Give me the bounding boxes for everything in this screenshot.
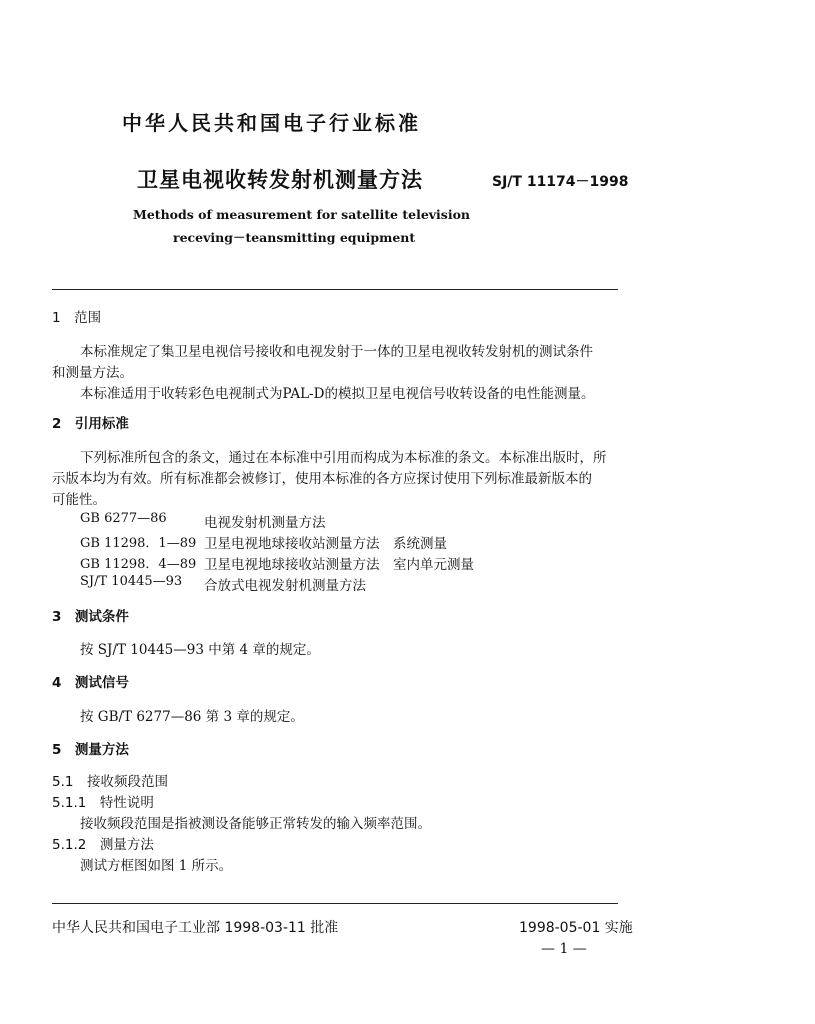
section-2-heading: 2 引用标准 — [52, 416, 129, 432]
standard-category: 中华人民共和国电子行业标准 — [122, 111, 421, 135]
section-2-para-line-3: 可能性。 — [52, 492, 106, 508]
page-number: — 1 — — [541, 941, 587, 957]
subsection-5-1-1-heading: 5.1.1 特性说明 — [52, 795, 154, 811]
subsection-5-1-heading: 5.1 接收频段范围 — [52, 774, 168, 790]
section-2-para-line-1: 下列标准所包含的条文，通过在本标准中引用而构成为本标准的条文。本标准出版时，所 — [80, 450, 607, 466]
subsection-5-1-2-heading: 5.1.2 测量方法 — [52, 837, 154, 853]
standard-code: SJ/T 11174－1998 — [492, 174, 629, 190]
section-4-heading: 4 测试信号 — [52, 675, 129, 691]
reference-code: GB 11298．4—89 — [80, 557, 197, 572]
reference-name: 卫星电视地球接收站测量方法 系统测量 — [204, 536, 447, 552]
reference-name: 合放式电视发射机测量方法 — [204, 578, 366, 594]
effective-date: 1998-05-01 实施 — [519, 920, 633, 936]
section-1-heading: 1 范围 — [52, 310, 102, 326]
english-title-line-2: receving－teansmitting equipment — [173, 230, 416, 245]
subsection-5-1-1-text: 接收频段范围是指被测设备能够正常转发的输入频率范围。 — [80, 816, 431, 832]
section-3-para: 按 SJ/T 10445—93 中第 4 章的规定。 — [80, 642, 320, 658]
reference-code: GB 6277—86 — [80, 511, 167, 526]
footer-divider — [52, 903, 618, 904]
section-1-para-1-line-2: 和测量方法。 — [52, 365, 133, 381]
section-1-para-1-line-1: 本标准规定了集卫星电视信号接收和电视发射于一体的卫星电视收转发射机的测试条件 — [80, 344, 593, 360]
reference-code: GB 11298．1—89 — [80, 536, 197, 551]
english-title-line-1: Methods of measurement for satellite television — [133, 207, 471, 222]
section-4-para: 按 GB/T 6277—86 第 3 章的规定。 — [80, 709, 304, 725]
reference-name: 电视发射机测量方法 — [204, 515, 326, 531]
reference-code: SJ/T 10445—93 — [80, 574, 183, 589]
section-2-para-line-2: 示版本均为有效。所有标准都会被修订，使用本标准的各方应探讨使用下列标准最新版本的 — [52, 471, 592, 487]
subsection-5-1-2-text: 测试方框图如图 1 所示。 — [80, 858, 233, 874]
header-divider — [52, 289, 618, 290]
reference-name: 卫星电视地球接收站测量方法 室内单元测量 — [204, 557, 474, 573]
approval-statement: 中华人民共和国电子工业部 1998-03-11 批准 — [52, 920, 339, 936]
section-1-para-2: 本标准适用于收转彩色电视制式为PAL-D的模拟卫星电视信号收转设备的电性能测量。 — [80, 386, 595, 402]
document-title: 卫星电视收转发射机测量方法 — [137, 168, 423, 192]
section-3-heading: 3 测试条件 — [52, 609, 129, 625]
section-5-heading: 5 测量方法 — [52, 742, 129, 758]
